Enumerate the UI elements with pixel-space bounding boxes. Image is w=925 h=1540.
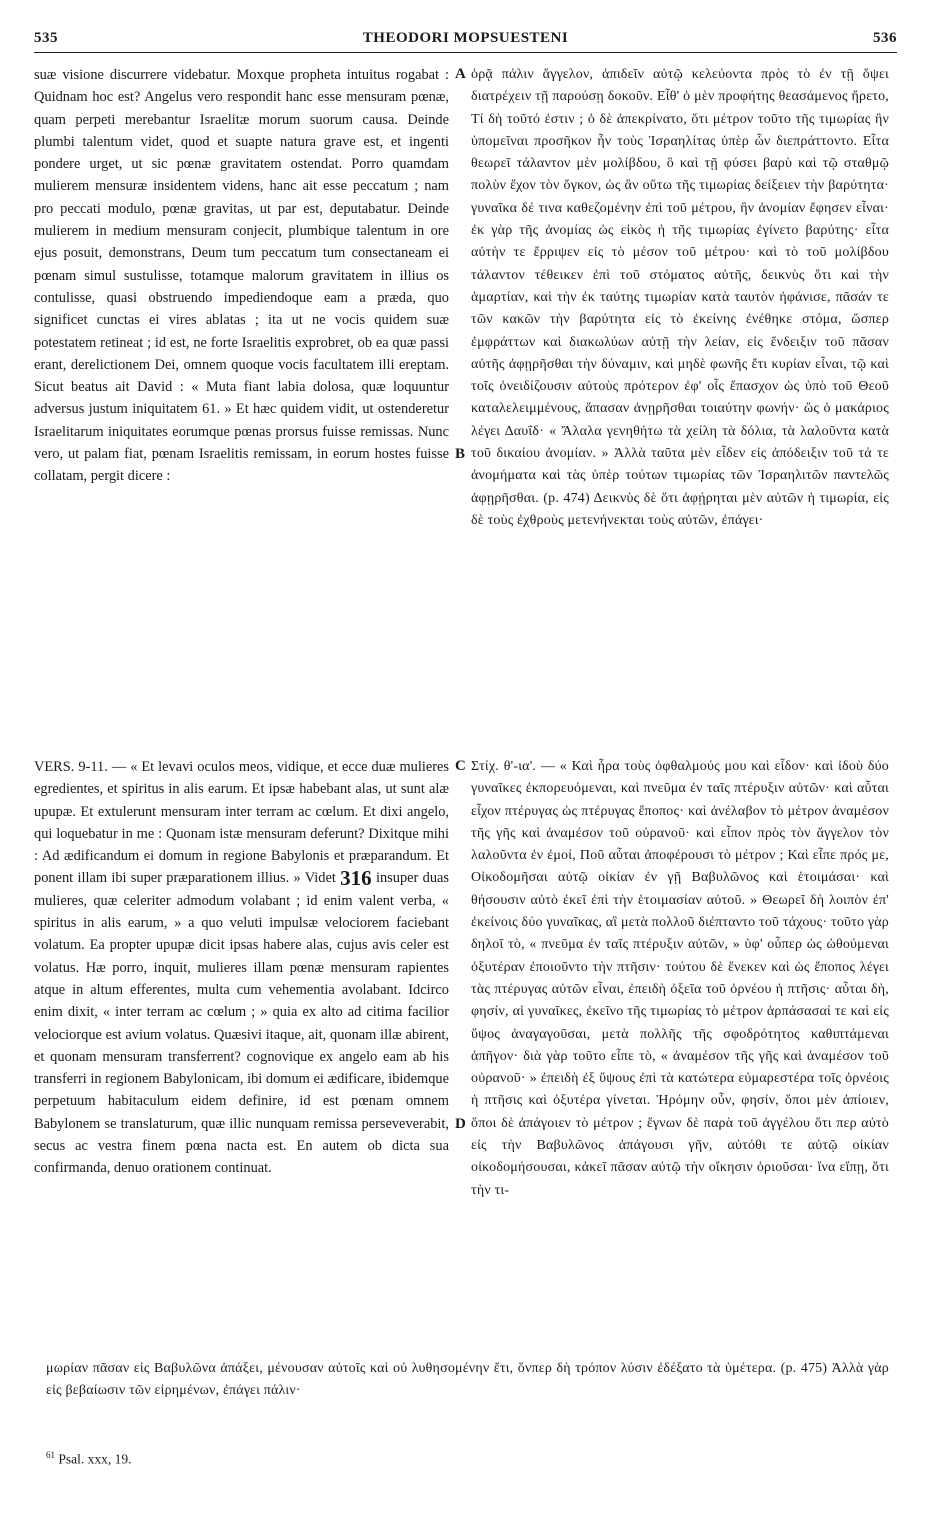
margin-letter-a: A [455, 66, 466, 82]
margin-letter-c: C [455, 758, 466, 774]
column-number: 316 [340, 866, 372, 891]
latin-column-top: suæ visione discurrere videbatur. Moxque propheta intuitus rogabat : Quidnam hoc est? Angelus vero respondit hanc esse mensuram pœnæ, quam perpeti merebantur Israelitæ morum suorum causa. Deinde plumbi talentum videt, quod et suapte natura grave est, et ingenti pondere urget, ut sic pœnæ gravitatem ostendat. Porro quamdam mulierem mensuræ insidentem videns, hanc ait esse peccatum ; nam pro peccati modulo, pœnæ gravitas, ut par est, deputabatur. Deinde mulierem in medium mensuram conjecit, plumbique talentum in ore ejus posuit, demonstrans, Deum tum peccatum tum consectaneam ei pœnam simul sustulisse, totamque malorum gravitatem in illius os contulisse, quasi obstruendo impediendoque eam a præda, quo significet cunctas ei vires ablatas ; ita ut ne vocis quidem suæ potestatem retineat ; id est, ne forte Israelitis exprobret, ob ea quæ passi erant, derelictionem Dei, omnem quoque vocis facultatem illi ereptam. Sicut beatus ait David : « Muta fiant labia dolosa, quæ loquuntur adversus justum iniquitatem 61. » Et hæc quidem vidit, ut ostenderetur Israelitarum iniquitates eorumque pœnas prorsus fuisse remissas. Nunc vero, ut palam fiat, pœnam Israelitis remissam, in eorum hostes fuisse collatam, pergit dicere : [34, 67, 449, 485]
page-number-left: 535 [34, 30, 58, 46]
running-header [34, 30, 897, 53]
footnote-text: Psal. xxx, 19. [58, 1451, 132, 1467]
footnote [46, 1450, 132, 1468]
latin-text-part-1: — « Et levavi oculos meos, vidique, et ecce duæ mulieres egredientes, et spiritus in alis earum. Et ipsæ habebant alas, ut sunt alæ upupæ. Et extulerunt mensuram inter terram ac cœlum. Et dixi angelo, qui loquebatur in me : Quonam istæ mensuram deferunt? Dixitque mihi : Ad ædificandum ei domum in regione Babylonis et præparandum. Et ponent illam ibi super præparationem illius. » Videt [34, 759, 450, 887]
greek-column-bottom: Στίχ. θ'-ια'. — « Καὶ ἦρα τοὺς ὀφθαλμούς μου καὶ εἶδον· καὶ ἰδοὺ δύο γυναῖκες ἐκπορευόμεναι, καὶ πνεῦμα ἐν ταῖς πτέρυξιν αὐτῶν· καὶ αὗται εἶχον πτέρυγας ὡς πτέρυγας ἔποπος· καὶ ἀνέλαβον τὸ μέτρον ἀναμέσον τῆς γῆς καὶ ἀναμέσον τοῦ οὐρανοῦ· καὶ εἶπον πρὸς τὸν ἄγγελον τὸν λαλοῦντα ἐν ἐμοί, Ποῦ αὗται ἀποφέρουσι τὸ μέτρον ; Καὶ εἶπε πρός με, Οἰκοδομῆσαι αὐτῷ οἰκίαν ἐν γῇ Βαβυλῶνος καὶ ἑτοιμάσαι· καὶ θήσουσιν αὐτὸ ἐκεῖ ἐπὶ τὴν ἑτοιμασίαν αὐτοῦ. » Θεωρεῖ δὴ λοιπὸν ἐπ' ἐκείνοις δύο γυναῖκας, αἳ μετὰ πολλοῦ διέπταντο τοῦ τάχους· τοῦτο γὰρ δηλοῖ τὸ, « πνεῦμα ἐν ταῖς πτέρυξιν αὐτῶν, » ὑφ' οὗπερ ὡς ὠθούμεναι ὀξυτέραν ἐποιοῦντο τὴν πτῆσιν· τούτου δὲ ἕνεκεν καὶ ὡς ἔποπος λέγει τὰς πτέρυγας αὐτῶν εἶναι, ἐπειδὴ ὀξεῖα τοῦ ὀρνέου ἡ πτῆσις· αὗται δὴ, φησίν, αἱ γυναῖκες, ἐκεῖνο τῆς τιμωρίας τὸ μέτρον ἁρπάσασαί τε καὶ εἰς ὕψος ἀναγαγοῦσαι, μετὰ πολλῆς τῆς σφοδρότητος καθιπτάμεναι ἀπῆγον· διὰ γὰρ τοῦτο εἶπε τὸ, « ἀναμέσον τῆς γῆς καὶ ἀναμέσον τοῦ οὐρανοῦ· » ἐπειδὴ ἐξ ὕψους ἐπὶ τὰ κατώτερα εὐμαρεστέρα τοῖς ὀρνέοις ἡ πτῆσις καὶ ὀξυτέρα γίνεται. Ἠρόμην οὖν, φησίν, ὅποι μὲν ἀπίοιεν, ὅποι δὲ ἀπάγοιεν τὸ μέτρον ; ἔγνων δὲ παρὰ τοῦ ἀγγέλου ὅτι περ αὐτὸ εἰς τὴν Βαβυλῶνος ἀπάγουσι γῆν, αὐτόθι τε αὐτῷ οἰκίαν οἰκοδομήσουσαι, κἀκεῖ πᾶσαν αὐτῷ τὴν οἴκησιν ὁριοῦσαι· ἵνα εἴπῃ, ὅτι τὴν τι- [471, 759, 889, 1198]
margin-letter-b: B [455, 446, 466, 462]
margin-letter-d: D [455, 1116, 466, 1132]
footnote-mark: 61 [46, 1450, 55, 1460]
running-title: THEODORI MOPSUESTENI [362, 30, 569, 46]
latin-text-part-2: insuper duas mulieres, quæ celeriter admodum volabant ; id enim valent verba, « spiritus in alis earum, » a quo veluti impulsæ velociorem faciebant volatum. Ea propter upupæ dicit ipsas habere alas, cujus avis celer est volatus. Hæ porro, inquit, mulieres illam pœnæ mensuram rapientes atque in altum efferentes, multa cum vehementia avolabant. Idcirco enim dixit, « inter terram ac cœlum ; » quia ex alto ad citima facilior velociorque est avium volatus. Quæsivi itaque, ait, quonam illæ abirent, et quonam mensuram transferrent? cognovique ex angelo eam ab his transferri in regionem Babylonicam, ibi domum ei ædificare, ibidemque perpetuum habitaculum eidem definire, id est pœnam omnem Babylonem se translaturum, quæ illic nunquam remissa perseveverabit, secus ac vestra finem pœna nacta est. En autem ob dicta sua confirmanda, denuo orationem continuat. [34, 870, 449, 1177]
greek-full-width-continuation: μωρίαν πᾶσαν εἰς Βαβυλῶνα ἀπάξει, μένουσαν αὐτοῖς καὶ οὐ λυθησομένην ἔτι, ὅνπερ δὴ τρόπον λύσιν ἐδέξατο τὰ ὑμέτερα. (p. 475) Ἀλλὰ γὰρ εἰς βεβαίωσιν τῶν εἰρημένων, ἐπάγει πάλιν· [46, 1361, 889, 1399]
latin-column-bottom [34, 756, 449, 1180]
page-number-right: 536 [873, 30, 897, 46]
verse-label: VERS. 9-11. [34, 759, 108, 775]
greek-column-top: ὁρᾷ πάλιν ἄγγελον, ἀπιδεῖν αὐτῷ κελεύοντα πρὸς τὸ ἐν τῇ ὄψει διατρέχειν τῇ παρούσῃ δοκοῦν. Εἶθ' ὁ μὲν προφήτης θεασάμενος ἤρετο, Τί δὴ τοῦτό ἐστιν ; ὁ δὲ ἀπεκρίνατο, ὅτι μέτρον τοῦτο τῆς τιμωρίας ἣν ὑπομεῖναι προσῆκον ἦν τοὺς Ἰσραηλίτας ὑπὲρ ὧν διεπράττοντο. Εἶτα θεωρεῖ τάλαντον μὲν μολίβδου, ὃ καὶ τῇ φύσει βαρὺ καὶ τῷ σταθμῷ πολὺν ἔχον τὸν ὄγκον, ὡς ἂν οὕτω τῆς τιμωρίας δείξειεν τὴν βαρύτητα· γυναῖκα δέ τινα καθεζομένην ἐπὶ τοῦ μέτρου, ἣν ἀνομίαν ἔφησεν εἶναι· ἐκ γὰρ τῆς ἀνομίας ὡς εἰκὸς ἡ τῆς τιμωρίας ἐγίνετο βαρύτης· εἶτα αὐτὴν τε ἔρριψεν εἰς τὸ μέσον τοῦ μέτρου· καὶ τὸ τοῦ μολίβδου τάλαντον τέθεικεν ἐπὶ τοῦ στόματος αὐτῆς, δεικνὺς ὅτι καὶ τὴν ἁμαρτίαν, καὶ τὴν ἐκ ταύτης τιμωρίαν κατὰ ταυτὸν ἠφάνισε, πᾶσάν τε τῶν κακῶν τὴν βαρύτητα εἰς τὸ ἐκείνης ἐνέθηκε στόμα, ὥσπερ ἐμφράττων καὶ διακωλύων αὐτῇ τὴν λείαν, εἰς ἔνδειξιν τοῦ πᾶσαν αὐτῆς ἀφῃρῆσθαι τὴν δύναμιν, καὶ μηδὲ φωνῆς ἔτι κυρίαν εἶναι, τῷ καὶ τοῖς ὀνειδίζουσιν αὐτοὺς πρότερον ἐφ' οἷς ἔπασχον ὡς ὑπὸ τοῦ Θεοῦ καταλελειμμένους, ἅπασαν ἀνῃρῆσθαι τοιαύτην φωνήν· ὥς ὁ μακάριος λέγει Δαυΐδ· « Ἄλαλα γενηθήτω τὰ χείλη τὰ δόλια, τὰ λαλοῦντα κατὰ τοῦ δικαίου ἀνομίαν. » Ἀλλὰ ταῦτα μὲν εἶδεν εἰς ἀπόδειξιν τοῦ τά τε ἀνομήματα καὶ τὰς ὑπὲρ τούτων τιμωρίας τῶν Ἰσραηλιτῶν παντελῶς ἀφῃρῆσθαι. (p. 474) Δεικνὺς δὲ ὅτι ἀφῄρηται μὲν αὐτῶν ἡ τιμωρία, εἰς δὲ τοὺς ἐχθροὺς μετενήνεκται τοὺς αὐτῶν, ἐπάγει· [471, 67, 889, 528]
